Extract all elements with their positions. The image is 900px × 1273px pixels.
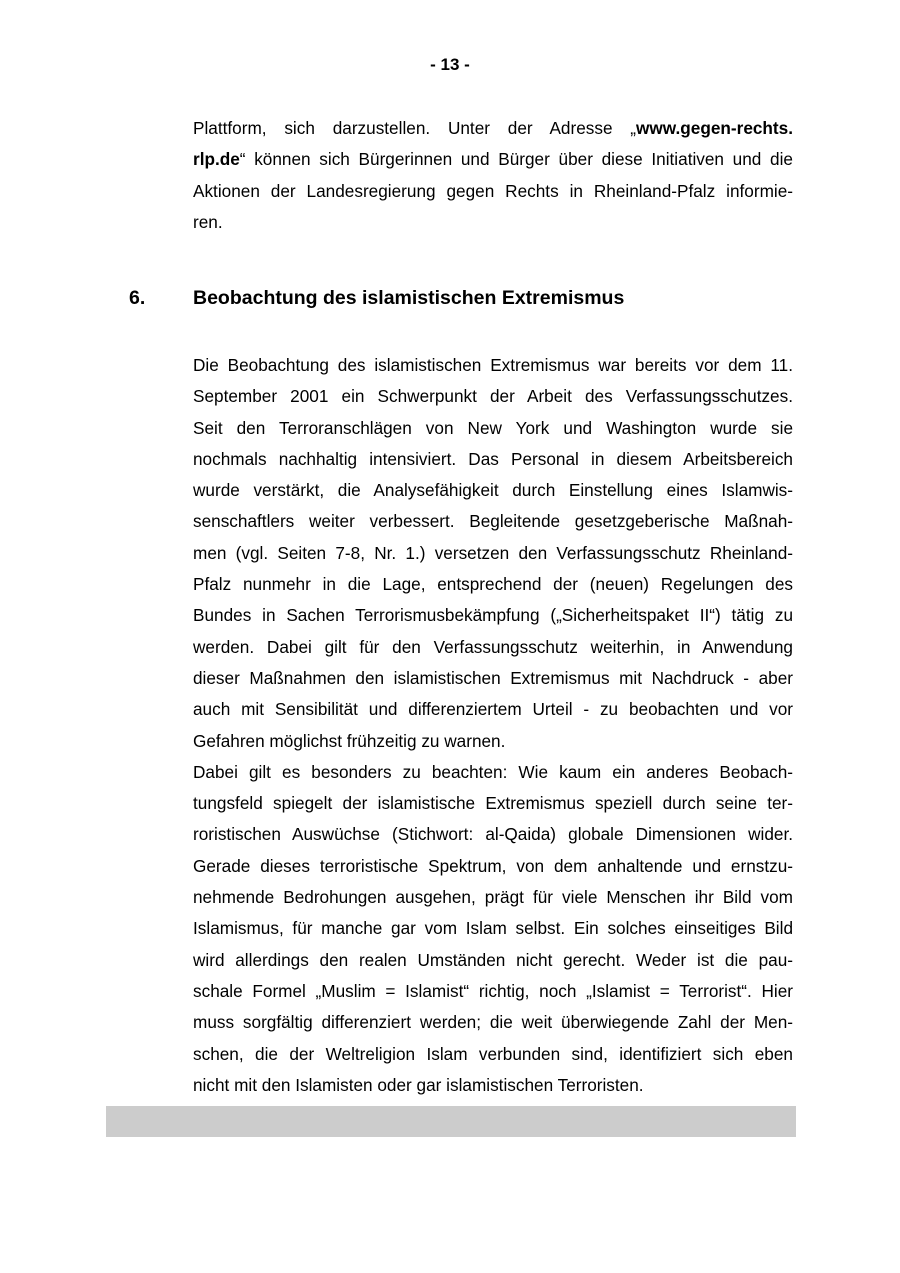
body-line: Gefahren möglichst frühzeitig zu warnen. [193,730,506,751]
body-line: auch mit Sensibilität und differenziertem Urteil - zu beobachten und vor [193,699,793,720]
body-line: Bundes in Sachen Terrorismusbekämpfung („Sicherheitspaket II“) tätig zu [193,605,793,626]
body-line: September 2001 ein Schwerpunkt der Arbeit des Verfassungsschutzes. [193,386,793,407]
body-line: Dabei gilt es besonders zu beachten: Wie kaum ein anderes Beobach- [193,761,793,782]
intro-line: Plattform, sich darzustellen. Unter der Adresse „www.gegen-rechts. [193,118,793,138]
intro-line: ren. [193,211,223,232]
body-line: wurde verstärkt, die Analysefähigkeit durch Einstellung eines Islamwis- [193,480,793,501]
body-line: schen, die der Weltreligion Islam verbunden sind, identifiziert sich eben [193,1043,793,1064]
body-line: Die Beobachtung des islamistischen Extremismus war bereits vor dem 11. [193,355,793,375]
body-line: Gerade dieses terroristische Spektrum, von dem anhaltende und ernstzu- [193,855,793,876]
section-number: 6. [129,287,146,309]
url-part-2: rlp.de [193,149,240,170]
body-line: Islamismus, für manche gar vom Islam selbst. Ein solches einseitiges Bild [193,918,793,939]
body-line: schale Formel „Muslim = Islamist“ richtig, noch „Islamist = Terrorist“. Hier [193,980,793,1001]
url-part-1: www.gegen-rechts. [636,118,793,138]
gray-footer-bar [106,1106,796,1137]
body-line: werden. Dabei gilt für den Verfassungsschutz weiterhin, in Anwendung [193,636,793,657]
intro-paragraph [193,113,793,238]
body-paragraph [193,350,793,1101]
body-line: dieser Maßnahmen den islamistischen Extremismus mit Nachdruck - aber [193,667,793,688]
intro-line: rlp.de“ können sich Bürgerinnen und Bürger über diese Initiativen und die [193,149,793,170]
body-line: nehmende Bedrohungen ausgehen, prägt für viele Menschen ihr Bild vom [193,887,793,908]
body-line: nicht mit den Islamisten oder gar islamistischen Terroristen. [193,1074,644,1095]
section-title: Beobachtung des islamistischen Extremismus [193,287,625,309]
body-line: wird allerdings den realen Umständen nicht gerecht. Weder ist die pau- [193,949,793,970]
body-line: senschaftlers weiter verbessert. Begleitende gesetzgeberische Maßnah- [193,511,793,532]
body-line: men (vgl. Seiten 7-8, Nr. 1.) versetzen den Verfassungsschutz Rheinland- [193,542,793,563]
body-line: muss sorgfältig differenziert werden; die weit überwiegende Zahl der Men- [193,1012,793,1033]
body-line: tungsfeld spiegelt der islamistische Extremismus speziell durch seine ter- [193,793,793,814]
body-line: Pfalz nunmehr in die Lage, entsprechend der (neuen) Regelungen des [193,574,793,595]
page-number: - 13 - [430,55,470,74]
body-line: nochmals nachhaltig intensiviert. Das Personal in diesem Arbeitsbereich [193,448,793,469]
intro-line: Aktionen der Landesregierung gegen Rechts in Rheinland-Pfalz informie- [193,180,793,201]
body-line: Seit den Terroranschlägen von New York und Washington wurde sie [193,417,793,438]
body-line: roristischen Auswüchse (Stichwort: al-Qaida) globale Dimensionen wider. [193,824,793,845]
